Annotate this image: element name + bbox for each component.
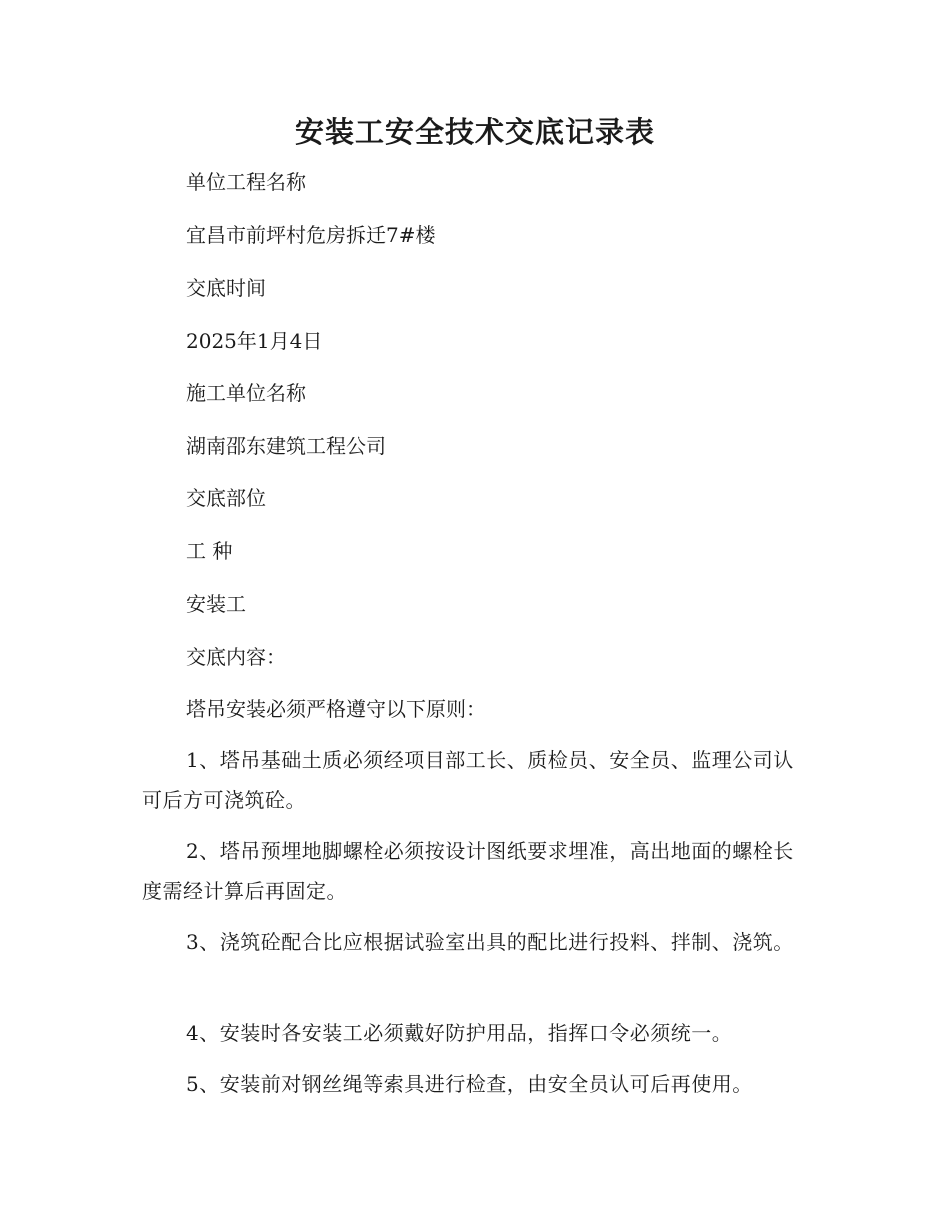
field-unit-project-label: 单位工程名称 <box>186 170 306 194</box>
field-contractor-value: 湖南邵东建筑工程公司 <box>186 434 386 458</box>
field-trade-label: 工 种 <box>186 539 233 563</box>
field-principles-intro: 塔吊安装必须严格遵守以下原则： <box>186 697 486 721</box>
field-date-value: 2025年1月4日 <box>186 329 323 353</box>
list-item: 4、安装时各安装工必须戴好防护用品，指挥口令必须统一。 <box>186 1021 733 1045</box>
field-date-label: 交底时间 <box>186 276 266 300</box>
field-unit-project-value: 宜昌市前坪村危房拆迁7#楼 <box>186 223 436 247</box>
field-trade-value: 安装工 <box>186 592 246 616</box>
list-item: 1、塔吊基础土质必须经项目部工长、质检员、安全员、监理公司认可后方可浇筑砼。 <box>142 748 794 812</box>
list-item: 2、塔吊预埋地脚螺栓必须按设计图纸要求埋准，高出地面的螺栓长度需经计算后再固定。 <box>142 839 794 903</box>
field-content-label: 交底内容： <box>186 645 286 669</box>
list-item: 5、安装前对钢丝绳等索具进行检查，由安全员认可后再使用。 <box>186 1072 753 1096</box>
field-contractor-label: 施工单位名称 <box>186 381 306 405</box>
list-item: 3、浇筑砼配合比应根据试验室出具的配比进行投料、拌制、浇筑。 <box>186 930 794 954</box>
document-title: 安装工安全技术交底记录表 <box>294 115 655 149</box>
field-location-label: 交底部位 <box>186 486 266 510</box>
